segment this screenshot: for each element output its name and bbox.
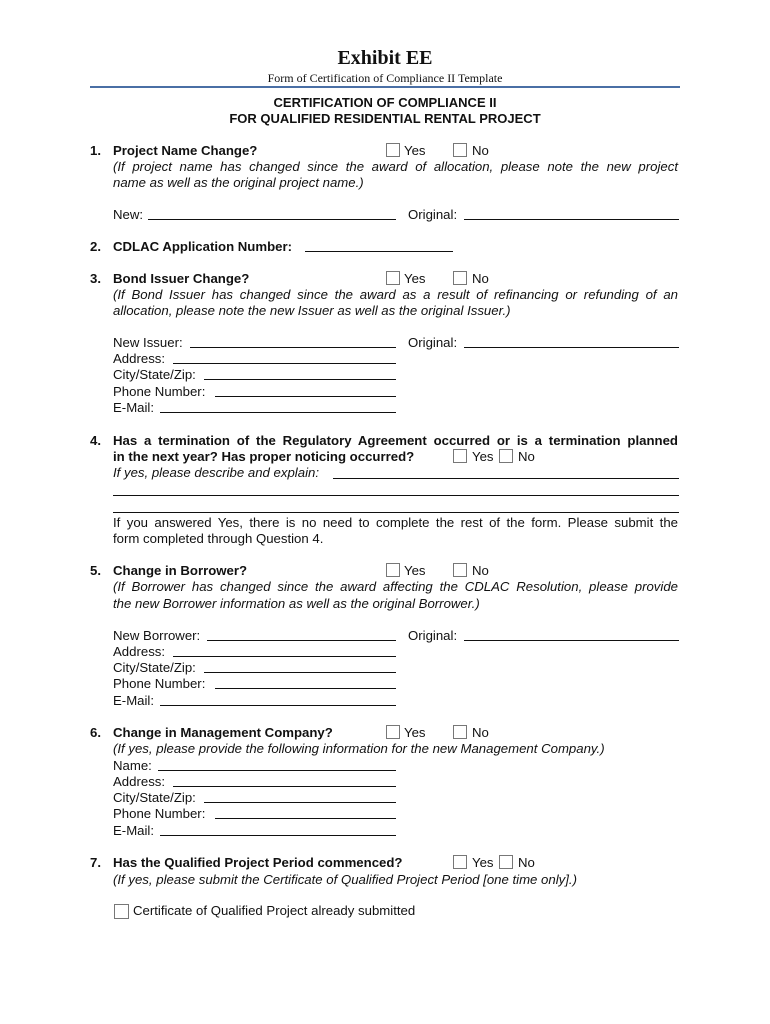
q1-yes-label: Yes (404, 143, 426, 158)
q7-number: 7. (90, 855, 101, 870)
q5-no-label: No (472, 563, 489, 578)
q3-note-line1: (If Bond Issuer has changed since the award as a result of refinancing or refunding of an (113, 287, 678, 302)
q4-describe-field-line3[interactable] (113, 512, 679, 513)
q1-number: 1. (90, 143, 101, 158)
q3-city-field[interactable] (204, 379, 396, 380)
q4-question-line1: Has a termination of the Regulatory Agreement occurred or is a termination planned (113, 433, 678, 448)
q4-describe-field-line2[interactable] (113, 495, 679, 496)
q6-no-checkbox[interactable] (453, 725, 467, 739)
q1-new-label: New: (113, 207, 144, 222)
q6-name-label: Name: (113, 758, 152, 773)
q6-label: Change in Management Company? (113, 725, 333, 740)
q7-label: Has the Qualified Project Period commenced? (113, 855, 403, 870)
q1-no-label: No (472, 143, 489, 158)
q1-no-checkbox[interactable] (453, 143, 467, 157)
q5-new-borrower-label: New Borrower: (113, 628, 201, 643)
q3-no-checkbox[interactable] (453, 271, 467, 285)
q3-new-issuer-field[interactable] (190, 347, 396, 348)
q2-number: 2. (90, 239, 101, 254)
q4-instruction-line2: form completed through Question 4. (113, 531, 324, 546)
q4-number: 4. (90, 433, 101, 448)
q5-original-label: Original: (408, 628, 458, 643)
q7-certificate-checkbox[interactable] (114, 904, 129, 919)
q4-yes-label: Yes (472, 449, 494, 464)
q5-yes-label: Yes (404, 563, 426, 578)
q5-phone-field[interactable] (215, 688, 396, 689)
header-rule (90, 86, 680, 88)
q4-no-label: No (518, 449, 535, 464)
q3-note-line2: allocation, please note the new Issuer as well as the original Issuer.) (113, 303, 511, 318)
q5-label: Change in Borrower? (113, 563, 248, 578)
q4-instruction-line1: If you answered Yes, there is no need to complete the rest of the form. Please submit the (113, 515, 678, 530)
certification-title-line2: FOR QUALIFIED RESIDENTIAL RENTAL PROJECT (229, 111, 541, 126)
q2-application-number-field[interactable] (305, 251, 453, 252)
q5-address-field[interactable] (173, 656, 396, 657)
q4-question-line2: in the next year? Has proper noticing occurred? (113, 449, 415, 464)
q5-no-checkbox[interactable] (453, 563, 467, 577)
q3-yes-label: Yes (404, 271, 426, 286)
q7-no-label: No (518, 855, 535, 870)
q6-number: 6. (90, 725, 101, 740)
q5-email-field[interactable] (160, 705, 396, 706)
q1-note-line1: (If project name has changed since the award of allocation, please note the new project (113, 159, 678, 174)
exhibit-subtitle: Form of Certification of Compliance II Template (267, 71, 503, 85)
q7-note: (If yes, please submit the Certificate of Qualified Project Period [one time only].) (113, 872, 577, 887)
q6-email-field[interactable] (160, 835, 396, 836)
q5-note-line2: the new Borrower information as well as the original Borrower.) (113, 596, 480, 611)
q2-label: CDLAC Application Number: (113, 239, 293, 254)
q6-no-label: No (472, 725, 489, 740)
q7-certificate-label: Certificate of Qualified Project already submitted (133, 903, 416, 918)
q3-number: 3. (90, 271, 101, 286)
q3-label: Bond Issuer Change? (113, 271, 250, 286)
q3-city-label: City/State/Zip: (113, 367, 196, 382)
q1-new-field[interactable] (148, 219, 396, 220)
q4-describe-label: If yes, please describe and explain: (113, 465, 319, 480)
q1-label: Project Name Change? (113, 143, 258, 158)
q6-note: (If yes, please provide the following information for the new Management Company.) (113, 741, 605, 756)
q4-yes-checkbox[interactable] (453, 449, 467, 463)
q3-original-field[interactable] (464, 347, 679, 348)
q4-describe-field-line1[interactable] (333, 478, 679, 479)
q5-note-line1: (If Borrower has changed since the award affecting the CDLAC Resolution, please provide (113, 579, 678, 594)
q3-no-label: No (472, 271, 489, 286)
q5-yes-checkbox[interactable] (386, 563, 400, 577)
q5-city-label: City/State/Zip: (113, 660, 196, 675)
q3-phone-label: Phone Number: (113, 384, 206, 399)
q6-address-label: Address: (113, 774, 166, 789)
q3-yes-checkbox[interactable] (386, 271, 400, 285)
q5-new-borrower-field[interactable] (207, 640, 396, 641)
q6-phone-field[interactable] (215, 818, 396, 819)
exhibit-title: Exhibit EE (337, 47, 433, 69)
q5-phone-label: Phone Number: (113, 676, 206, 691)
q6-city-label: City/State/Zip: (113, 790, 196, 805)
q1-yes-checkbox[interactable] (386, 143, 400, 157)
q6-email-label: E-Mail: (113, 823, 155, 838)
q1-original-field[interactable] (464, 219, 679, 220)
q7-yes-checkbox[interactable] (453, 855, 467, 869)
q7-yes-label: Yes (472, 855, 494, 870)
q7-no-checkbox[interactable] (499, 855, 513, 869)
q5-number: 5. (90, 563, 101, 578)
q5-address-label: Address: (113, 644, 166, 659)
q3-phone-field[interactable] (215, 396, 396, 397)
q1-note-line2: name as well as the original project name.) (113, 175, 364, 190)
q6-city-field[interactable] (204, 802, 396, 803)
q5-city-field[interactable] (204, 672, 396, 673)
q6-yes-label: Yes (404, 725, 426, 740)
q3-address-label: Address: (113, 351, 166, 366)
q3-address-field[interactable] (173, 363, 396, 364)
q4-no-checkbox[interactable] (499, 449, 513, 463)
q6-yes-checkbox[interactable] (386, 725, 400, 739)
q1-original-label: Original: (408, 207, 458, 222)
q5-email-label: E-Mail: (113, 693, 155, 708)
q3-new-issuer-label: New Issuer: (113, 335, 183, 350)
certification-title-line1: CERTIFICATION OF COMPLIANCE II (273, 95, 497, 110)
q3-original-label: Original: (408, 335, 458, 350)
q6-name-field[interactable] (158, 770, 396, 771)
q3-email-field[interactable] (160, 412, 396, 413)
q6-address-field[interactable] (173, 786, 396, 787)
q5-original-field[interactable] (464, 640, 679, 641)
q3-email-label: E-Mail: (113, 400, 155, 415)
q6-phone-label: Phone Number: (113, 806, 206, 821)
